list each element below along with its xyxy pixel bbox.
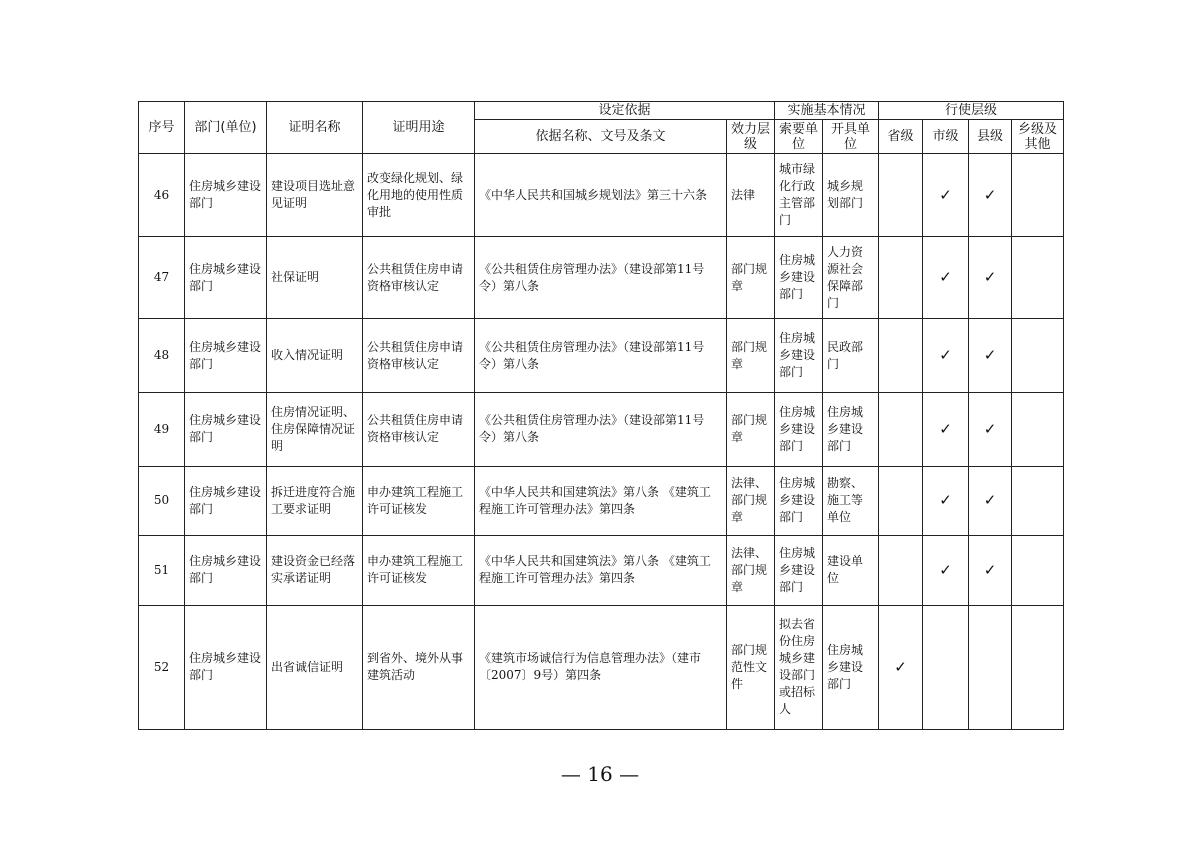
cell-county-check: ✓ (969, 535, 1012, 605)
col-township: 乡级及其他 (1012, 120, 1064, 154)
col-issue-unit: 开具单位 (823, 120, 879, 154)
col-group-level: 行使层级 (879, 102, 1064, 120)
cell-effect-level: 部门规范性文件 (727, 605, 775, 729)
cell-township-check (1012, 319, 1064, 393)
cell-issue-unit: 住房城乡建设部门 (823, 393, 879, 466)
cell-basis: 《中华人民共和国建筑法》第八条 《建筑工程施工许可管理办法》第四条 (475, 535, 727, 605)
cell-cert-use: 公共租赁住房申请资格审核认定 (363, 319, 475, 393)
table-row (139, 319, 1064, 393)
col-province: 省级 (879, 120, 923, 154)
cell-effect-level: 法律、部门规章 (727, 466, 775, 535)
cell-city-check: ✓ (923, 535, 969, 605)
cell-township-check (1012, 535, 1064, 605)
cell-request-unit: 住房城乡建设部门 (775, 319, 823, 393)
cell-township-check (1012, 466, 1064, 535)
cell-issue-unit: 勘察、施工等单位 (823, 466, 879, 535)
cell-request-unit: 住房城乡建设部门 (775, 466, 823, 535)
cell-basis: 《公共租赁住房管理办法》（建设部第11号令）第八条 (475, 393, 727, 466)
col-seq: 序号 (139, 102, 185, 154)
cell-township-check (1012, 605, 1064, 729)
cell-city-check: ✓ (923, 154, 969, 237)
table-row (139, 154, 1064, 237)
cell-effect-level: 部门规章 (727, 319, 775, 393)
cell-dept: 住房城乡建设部门 (185, 605, 267, 729)
table-row (139, 466, 1064, 535)
cell-request-unit: 城市绿化行政主管部门 (775, 154, 823, 237)
table-body (139, 154, 1064, 730)
cell-cert-name: 出省诚信证明 (267, 605, 363, 729)
col-group-basis: 设定依据 (475, 102, 775, 120)
cell-dept: 住房城乡建设部门 (185, 237, 267, 319)
table-row (139, 237, 1064, 319)
cell-cert-use: 申办建筑工程施工许可证核发 (363, 535, 475, 605)
cell-cert-use: 申办建筑工程施工许可证核发 (363, 466, 475, 535)
cell-basis: 《建筑市场诚信行为信息管理办法》（建市〔2007〕9号）第四条 (475, 605, 727, 729)
cell-cert-name: 拆迁进度符合施工要求证明 (267, 466, 363, 535)
cell-county-check: ✓ (969, 466, 1012, 535)
col-request-unit: 索要单位 (775, 120, 823, 154)
cell-dept: 住房城乡建设部门 (185, 535, 267, 605)
cell-county-check: ✓ (969, 319, 1012, 393)
cell-seq: 49 (139, 393, 185, 466)
cell-seq: 50 (139, 466, 185, 535)
cell-issue-unit: 住房城乡建设部门 (823, 605, 879, 729)
col-city: 市级 (923, 120, 969, 154)
cell-cert-name: 建设项目选址意见证明 (267, 154, 363, 237)
cell-cert-use: 改变绿化规划、绿化用地的使用性质审批 (363, 154, 475, 237)
cell-request-unit: 住房城乡建设部门 (775, 535, 823, 605)
cell-effect-level: 部门规章 (727, 237, 775, 319)
cell-request-unit: 住房城乡建设部门 (775, 393, 823, 466)
cell-dept: 住房城乡建设部门 (185, 466, 267, 535)
cell-county-check (969, 605, 1012, 729)
col-basis-name: 依据名称、文号及条文 (475, 120, 727, 154)
cell-request-unit: 拟去省份住房城乡建设部门或招标人 (775, 605, 823, 729)
table-row (139, 535, 1064, 605)
table-row (139, 393, 1064, 466)
cell-province-check: ✓ (879, 605, 923, 729)
cell-dept: 住房城乡建设部门 (185, 154, 267, 237)
cell-province-check (879, 535, 923, 605)
cell-cert-use: 公共租赁住房申请资格审核认定 (363, 393, 475, 466)
cell-cert-name: 社保证明 (267, 237, 363, 319)
cell-cert-use: 到省外、境外从事建筑活动 (363, 605, 475, 729)
cell-issue-unit: 建设单位 (823, 535, 879, 605)
cell-issue-unit: 人力资源社会保障部门 (823, 237, 879, 319)
cell-township-check (1012, 237, 1064, 319)
cell-dept: 住房城乡建设部门 (185, 393, 267, 466)
cell-cert-name: 住房情况证明、住房保障情况证明 (267, 393, 363, 466)
cell-seq: 46 (139, 154, 185, 237)
cell-seq: 47 (139, 237, 185, 319)
cell-seq: 51 (139, 535, 185, 605)
col-cert-name: 证明名称 (267, 102, 363, 154)
cell-city-check: ✓ (923, 393, 969, 466)
cell-township-check (1012, 154, 1064, 237)
cell-city-check (923, 605, 969, 729)
cell-basis: 《公共租赁住房管理办法》（建设部第11号令）第八条 (475, 237, 727, 319)
cell-province-check (879, 237, 923, 319)
certificate-table (138, 101, 1064, 730)
page-number: — 16 — (560, 762, 640, 786)
cell-province-check (879, 393, 923, 466)
cell-seq: 48 (139, 319, 185, 393)
cell-dept: 住房城乡建设部门 (185, 319, 267, 393)
table-header (139, 102, 1064, 154)
cell-county-check: ✓ (969, 237, 1012, 319)
cell-cert-name: 收入情况证明 (267, 319, 363, 393)
cell-county-check: ✓ (969, 393, 1012, 466)
cell-city-check: ✓ (923, 319, 969, 393)
cell-request-unit: 住房城乡建设部门 (775, 237, 823, 319)
col-effect-level: 效力层级 (727, 120, 775, 154)
cell-city-check: ✓ (923, 466, 969, 535)
cell-cert-use: 公共租赁住房申请资格审核认定 (363, 237, 475, 319)
col-cert-use: 证明用途 (363, 102, 475, 154)
cell-effect-level: 部门规章 (727, 393, 775, 466)
cell-issue-unit: 城乡规划部门 (823, 154, 879, 237)
cell-basis: 《中华人民共和国城乡规划法》第三十六条 (475, 154, 727, 237)
cell-effect-level: 法律 (727, 154, 775, 237)
col-county: 县级 (969, 120, 1012, 154)
cell-basis: 《中华人民共和国建筑法》第八条 《建筑工程施工许可管理办法》第四条 (475, 466, 727, 535)
table-row (139, 605, 1064, 729)
cell-county-check: ✓ (969, 154, 1012, 237)
cell-province-check (879, 154, 923, 237)
cell-seq: 52 (139, 605, 185, 729)
cell-city-check: ✓ (923, 237, 969, 319)
col-group-impl: 实施基本情况 (775, 102, 879, 120)
cell-issue-unit: 民政部门 (823, 319, 879, 393)
cell-cert-name: 建设资金已经落实承诺证明 (267, 535, 363, 605)
col-dept: 部门(单位) (185, 102, 267, 154)
cell-basis: 《公共租赁住房管理办法》（建设部第11号令）第八条 (475, 319, 727, 393)
cell-township-check (1012, 393, 1064, 466)
cell-province-check (879, 466, 923, 535)
cell-province-check (879, 319, 923, 393)
cell-effect-level: 法律、部门规章 (727, 535, 775, 605)
